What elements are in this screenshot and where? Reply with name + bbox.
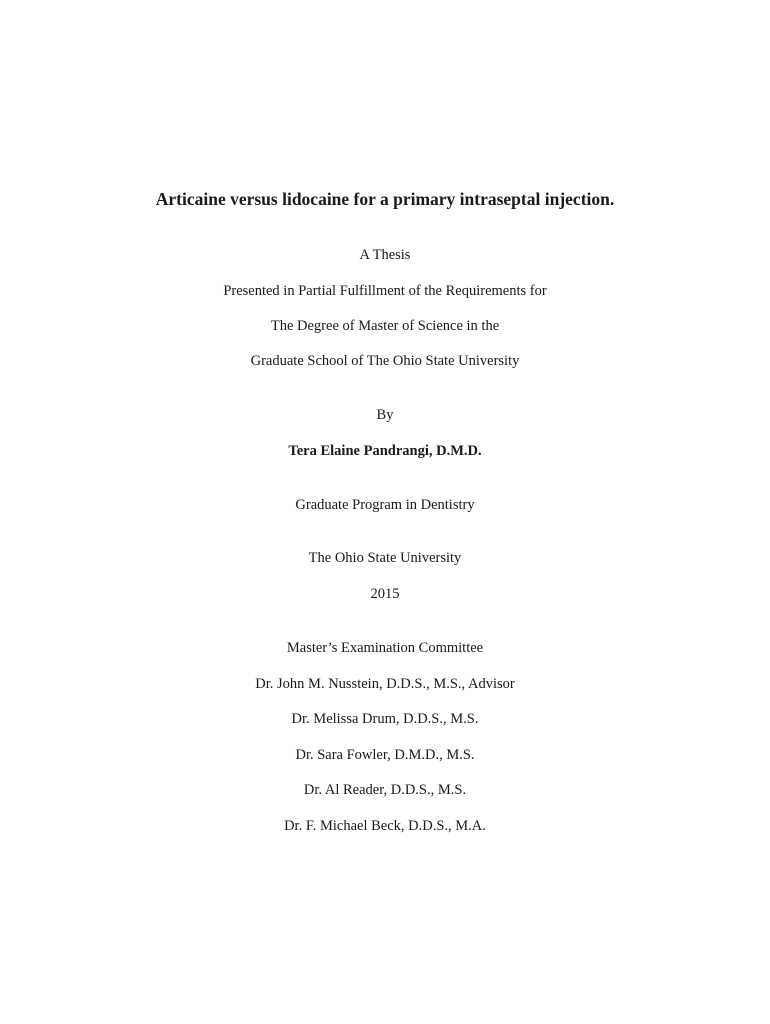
thesis-title: Articaine versus lidocaine for a primary intraseptal injection.: [155, 189, 615, 209]
by-label: By: [376, 407, 394, 423]
university-name: The Ohio State University: [308, 550, 462, 566]
committee-member: Dr. John M. Nusstein, D.D.S., M.S., Advisor: [255, 676, 515, 692]
committee-member: Dr. Melissa Drum, D.D.S., M.S.: [291, 711, 479, 727]
fulfillment-line-2: The Degree of Master of Science in the: [270, 318, 500, 334]
author-name: Tera Elaine Pandrangi, D.M.D.: [288, 443, 482, 459]
fulfillment-line-1: Presented in Partial Fulfillment of the Requirements for: [223, 283, 547, 299]
committee-member: Dr. Sara Fowler, D.M.D., M.S.: [295, 747, 475, 763]
committee-member: Dr. Al Reader, D.D.S., M.S.: [303, 782, 467, 798]
thesis-label: A Thesis: [359, 247, 411, 263]
committee-heading: Master’s Examination Committee: [286, 640, 484, 656]
committee-member: Dr. F. Michael Beck, D.D.S., M.A.: [284, 818, 486, 834]
year: 2015: [370, 586, 400, 602]
fulfillment-line-3: Graduate School of The Ohio State University: [250, 353, 520, 369]
graduate-program: Graduate Program in Dentistry: [295, 497, 475, 513]
